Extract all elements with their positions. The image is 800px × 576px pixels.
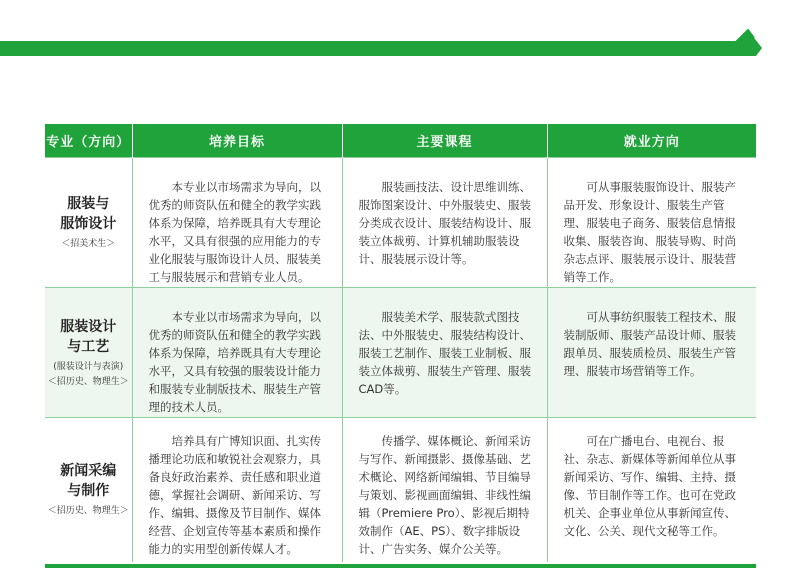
major-name-line1: 服装设计 (60, 318, 117, 335)
table-header-row (45, 124, 756, 158)
major-name-line2: 服饰设计 (60, 216, 117, 232)
header-courses: 主要课程 (342, 124, 547, 158)
header-goal: 培养目标 (132, 124, 342, 158)
career-text: 可在广播电台、电视台、报社、杂志、新媒体等新闻单位从事新闻采访、写作、编辑、主持、摄像、节目制作等工作。也可在党政机关、企事业单位从事新闻宣传、文化、公关、现代文秘等工作。 (563, 434, 736, 538)
career-cell (547, 158, 756, 288)
career-cell (547, 418, 756, 562)
table-row (45, 158, 756, 288)
courses-text: 服装美术学、服装款式图技法、中外服装史、服装结构设计、服装工艺制作、服装工业制板、服装立体裁剪、服装生产管理、服装CAD等。 (358, 310, 531, 396)
courses-cell (342, 288, 547, 418)
major-cell (45, 158, 132, 288)
programs-table-container (45, 124, 756, 562)
career-text: 可从事服装服饰设计、服装产品开发、形象设计、服装生产管理、服装电子商务、服装信息情报收集、服装咨询、服装导购、时尚杂志点评、服装展示设计、服装营销等工作。 (563, 180, 736, 284)
goal-cell (132, 288, 342, 418)
table-row (45, 288, 756, 418)
courses-text: 传播学、媒体概论、新闻采访与写作、新闻摄影、摄像基础、艺术概论、网络新闻编辑、节目编导与策划、影视画面编辑、非线性编辑（Premiere Pro）、影视后期特效制作（AE、PS）、数字排版设计、广告实务、媒介公关等。 (358, 434, 531, 556)
courses-text: 服装画技法、设计思维训练、服饰图案设计、中外服装史、服装分类成衣设计、服装结构设计、服装立体裁剪、计算机辅助服装设计、服装展示设计等。 (358, 180, 531, 266)
courses-cell (342, 158, 547, 288)
career-text: 可从事纺织服装工程技术、服装制版师、服装产品设计师、服装跟单员、服装质检员、服装生产管理、服装市场营销等工作。 (563, 310, 736, 378)
bottom-green-rule (45, 564, 756, 568)
goal-cell (132, 158, 342, 288)
major-note: ＜招历史、物理生＞ (47, 506, 129, 517)
table-row (45, 418, 756, 562)
major-note: ＜招美术生＞ (61, 239, 116, 249)
programs-table (45, 124, 756, 562)
goal-text: 本专业以市场需求为导向，以优秀的师资队伍和健全的教学实践体系为保障，培养既具有大专理论水平，又具有较强的服装设计能力和服装专业制版技术、服装生产管理的技术人员。 (148, 310, 321, 414)
courses-cell (342, 418, 547, 562)
major-name-line2: 与工艺 (67, 338, 110, 355)
goal-cell (132, 418, 342, 562)
major-cell (45, 418, 132, 562)
major-note: (服装设计与表演) (53, 361, 124, 372)
career-cell (547, 288, 756, 418)
green-header-banner (0, 28, 762, 58)
goal-text: 培养具有广博知识面、扎实传播理论功底和敏锐社会观察力，具备良好政治素养、责任感和职业道德，掌握社会调研、新闻采访、写作、编辑、摄像及节目制作、媒体经营、企划宣传等基本素质和操作能力的实用型创新传媒人才。 (148, 434, 321, 556)
major-note-secondary: ＜招历史、物理生＞ (47, 376, 129, 387)
major-name-line1: 服装与 (67, 196, 110, 212)
header-major: 专业（方向） (45, 124, 132, 158)
goal-text: 本专业以市场需求为导向，以优秀的师资队伍和健全的教学实践体系为保障，培养既具有大专理论水平，又具有很强的应用能力的专业化服装与服饰设计人员、服装美工与服装展示和营销专业人员。 (148, 180, 321, 284)
major-cell (45, 288, 132, 418)
major-name-line1: 新闻采编 (60, 463, 117, 480)
header-career: 就业方向 (547, 124, 756, 158)
major-name-line2: 与制作 (67, 483, 110, 500)
